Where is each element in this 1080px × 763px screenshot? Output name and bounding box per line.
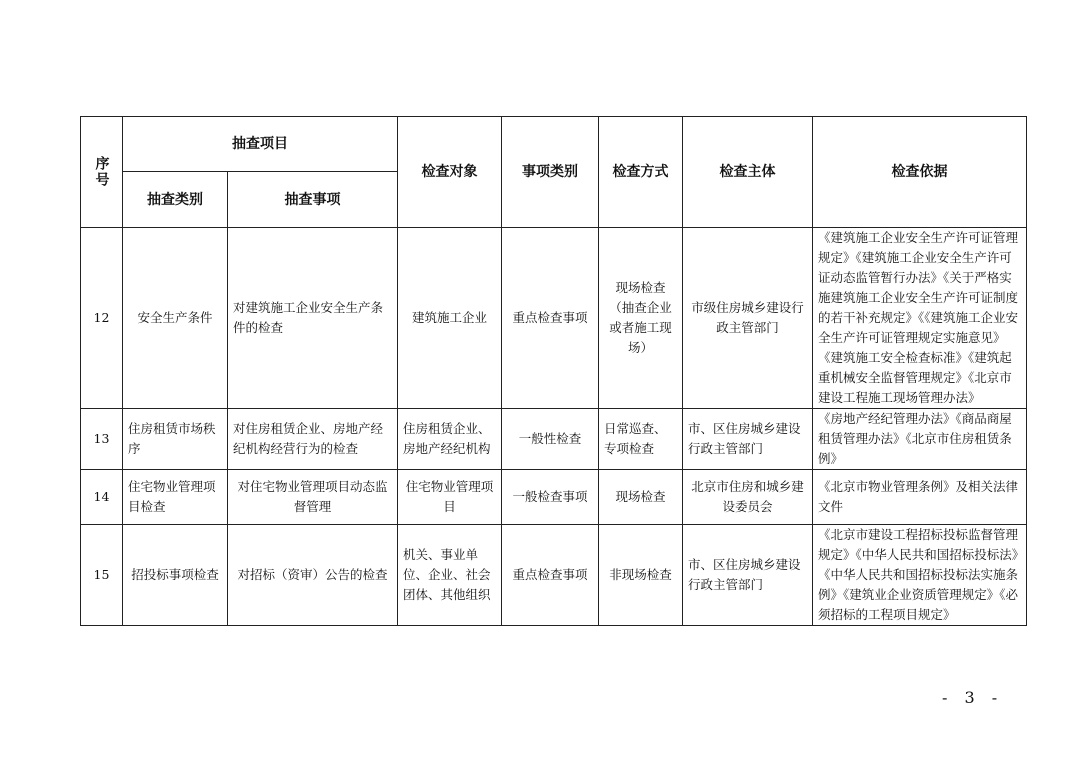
header-object: 检查对象 <box>398 117 502 228</box>
row-method: 现场检查（抽查企业或者施工现场） <box>599 228 683 409</box>
table-row <box>81 470 1027 525</box>
table-row <box>81 525 1027 626</box>
header-basis: 检查依据 <box>813 117 1027 228</box>
table-row <box>81 228 1027 409</box>
header-subject: 检查主体 <box>683 117 813 228</box>
row-matter: 对住宅物业管理项目动态监督管理 <box>228 470 398 525</box>
row-category: 住房租赁市场秩序 <box>123 409 228 470</box>
inspection-table <box>80 116 1027 626</box>
row-basis: 《北京市建设工程招标投标监督管理规定》《中华人民共和国招标投标法》《中华人民共和国招标投标法实施条例》《建筑业企业资质管理规定》《必须招标的工程项目规定》 <box>813 525 1027 626</box>
row-matter: 对建筑施工企业安全生产条件的检查 <box>228 228 398 409</box>
row-type: 一般检查事项 <box>502 470 599 525</box>
row-basis: 《建筑施工企业安全生产许可证管理规定》《建筑施工企业安全生产许可证动态监管暂行办法》《关于严格实施建筑施工企业安全生产许可证制度的若干补充规定》《《建筑施工企业安全生产许可证管理规定实施意见》《建筑施工安全检查标准》《建筑起重机械安全监督管理规定》《北京市建设工程施工现场管理办法》 <box>813 228 1027 409</box>
row-subject: 市、区住房城乡建设行政主管部门 <box>683 409 813 470</box>
header-type: 事项类别 <box>502 117 599 228</box>
row-object: 建筑施工企业 <box>398 228 502 409</box>
row-seq: 14 <box>81 470 123 525</box>
row-subject: 北京市住房和城乡建设委员会 <box>683 470 813 525</box>
row-type: 重点检查事项 <box>502 228 599 409</box>
header-seq: 序号 <box>81 117 123 228</box>
row-subject: 市级住房城乡建设行政主管部门 <box>683 228 813 409</box>
row-type: 重点检查事项 <box>502 525 599 626</box>
row-method: 日常巡查、专项检查 <box>599 409 683 470</box>
row-object: 机关、事业单位、企业、社会团体、其他组织 <box>398 525 502 626</box>
row-category: 安全生产条件 <box>123 228 228 409</box>
header-method: 检查方式 <box>599 117 683 228</box>
row-object: 住房租赁企业、房地产经纪机构 <box>398 409 502 470</box>
header-matter: 抽查事项 <box>228 172 398 228</box>
header-category: 抽查类别 <box>123 172 228 228</box>
row-subject: 市、区住房城乡建设行政主管部门 <box>683 525 813 626</box>
row-type: 一般性检查 <box>502 409 599 470</box>
row-category: 住宅物业管理项目检查 <box>123 470 228 525</box>
row-method: 现场检查 <box>599 470 683 525</box>
row-object: 住宅物业管理项目 <box>398 470 502 525</box>
row-basis: 《北京市物业管理条例》及相关法律文件 <box>813 470 1027 525</box>
table-row <box>81 409 1027 470</box>
row-seq: 15 <box>81 525 123 626</box>
row-matter: 对招标（资审）公告的检查 <box>228 525 398 626</box>
row-seq: 13 <box>81 409 123 470</box>
row-category: 招投标事项检查 <box>123 525 228 626</box>
row-method: 非现场检查 <box>599 525 683 626</box>
row-basis: 《房地产经纪管理办法》《商品商屋租赁管理办法》《北京市住房租赁条例》 <box>813 409 1027 470</box>
row-seq: 12 <box>81 228 123 409</box>
header-item-group: 抽查项目 <box>123 117 398 172</box>
header-row-1 <box>81 117 1027 172</box>
page-number: - 3 - <box>942 688 1004 707</box>
row-matter: 对住房租赁企业、房地产经纪机构经营行为的检查 <box>228 409 398 470</box>
